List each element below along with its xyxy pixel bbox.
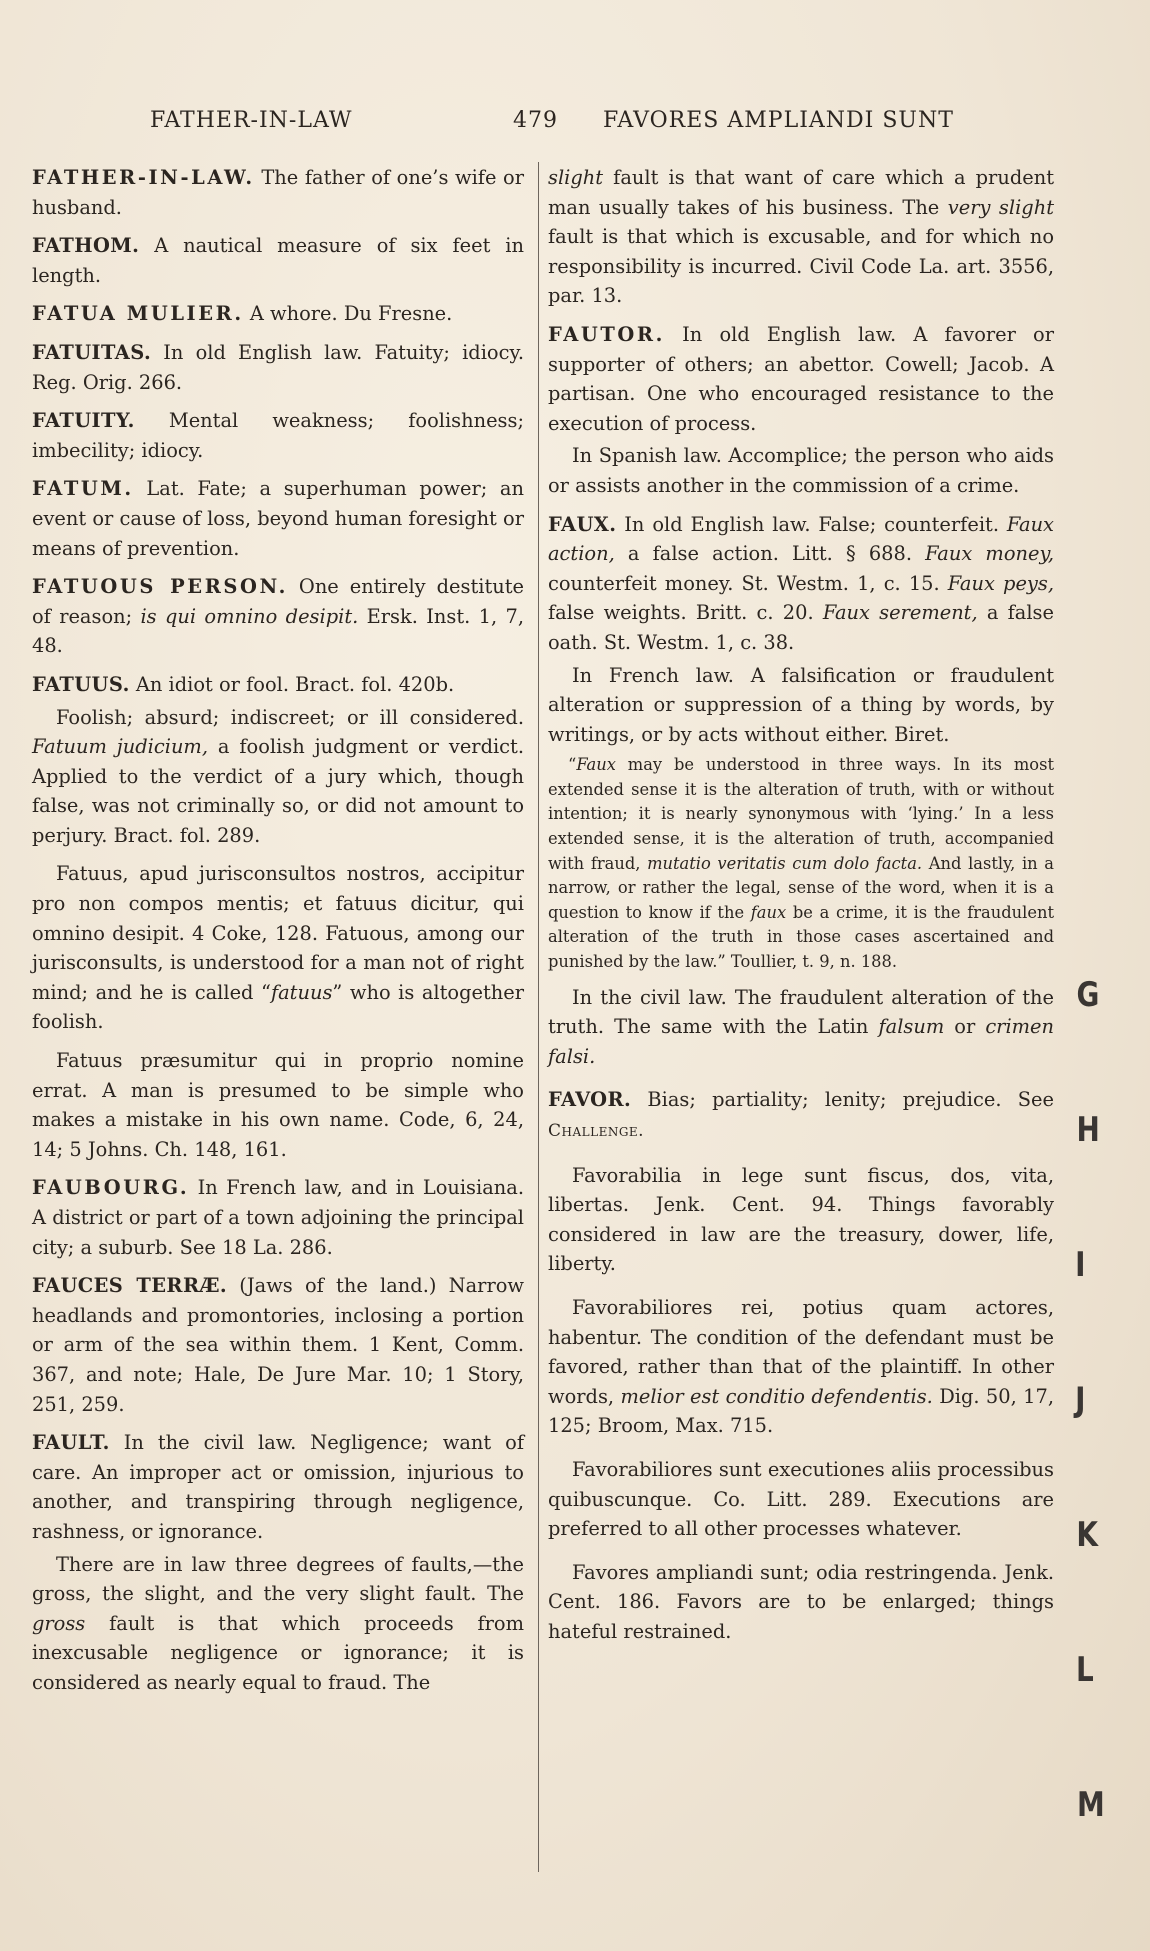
latin-phrase: Faux action, [548,512,1054,566]
definition: In old English law. A favorer or supporter of others; an abettor. Cowell; Jacob. A partisan. One who encouraged resistance to the execution of process. [548,322,1054,435]
definition: false weights. Britt. c. 20. [548,601,823,625]
entry-fautor [548,320,1054,438]
emphasis: faux [750,902,787,922]
headword: FATUM. [32,477,134,501]
left-column [32,163,524,1707]
entry-fatuity [32,406,524,465]
entry-faubourg [32,1173,524,1262]
latin-word: fatuus [270,980,333,1004]
definition: In French law, and in Louisiana. A district or part of a town adjoining the principal city; a suburb. See 18 La. 286. [32,1176,524,1259]
maxim-translation: The condition of the defendant must be favored, rather than that of the plaintiff. In other words, [548,1325,1054,1408]
header-right-guideword: FAVORES AMPLIANDI SUNT [603,108,954,133]
quote-text: may be understood in three ways. In its most extended sense it is the alteration of truth, with or without intention; it is nearly synonymous with ‘lying.’ In a less extended sense, it is the alteration of truth, accompanied with fraud, [548,755,1054,873]
headword: FATUOUS PERSON. [32,575,288,599]
maxim-translation: Jenk. Cent. 94. Things favorably considered in law are the treasury, dower, life, liberty. [548,1193,1054,1276]
maxim-text: Favorabiliores rei, potius quam actores, habentur. [548,1295,1054,1349]
definition: A whore. Du Fresne. [243,302,453,326]
entry-fault-degrees [32,1550,524,1698]
citation: Ersk. Inst. 1, 7, 48. [32,604,524,658]
definition: Lat. Fate; a superhuman power; an event or cause of loss, beyond human foresight or means of prevention. [32,477,524,560]
definition: In old English law. False; counterfeit. [616,512,1007,536]
maxim-favores [548,1558,1054,1647]
emphasis: slight [548,166,604,189]
headword: FAUX. [548,512,617,536]
header-left-guideword: FATHER-IN-LAW [150,108,353,133]
definition: Foolish; absurd; indiscreet; or ill considered. [56,705,524,729]
entry-faux [548,510,1054,658]
entry-father-in-law [32,163,524,222]
headword: FATUUS. [32,672,130,696]
maxim-favorabiliores-rei [548,1293,1054,1441]
entry-fatum [32,474,524,563]
headword: FATUITY. [32,409,135,433]
maxim-favorabilia [548,1161,1054,1279]
entry-fault-continued [548,163,1054,311]
maxim-fatuus-apud [32,859,524,1037]
thumb-index-j: J [1075,1380,1086,1420]
definition: Bias; partiality; lenity; prejudice. See [631,1088,1054,1112]
maxim-translation: Co. Litt. 289. Executions are preferred to all other processes whatever. [548,1487,1054,1541]
thumb-index-m: M [1077,1785,1105,1825]
definition: a foolish judgment or verdict. Applied to the verdict of a jury which, though false, was not criminally so, or did not amount to perjury. Bract. fol. 289. [32,735,524,847]
thumb-index-i: I [1075,1245,1086,1285]
headword: FATUITAS. [32,340,152,364]
latin-phrase: mutatio veritatis cum dolo facta. [647,853,923,873]
latin-word: falsum [878,1015,945,1039]
emphasis: Faux [576,755,616,775]
right-column [548,163,1054,1656]
latin-phrase: melior est conditio defendentis. [620,1384,933,1408]
latin-phrase: Faux money, [925,542,1054,566]
entry-fatuitas [32,338,524,397]
definition: a false oath. St. Westm. 1, c. 38. [548,601,1054,654]
thumb-index-l: L [1075,1650,1094,1690]
definition: a false action. Litt. § 688. [614,542,926,566]
page-number: 479 [513,108,558,133]
definition: A nautical measure of six feet in length. [32,234,524,287]
definition: One entirely destitute of reason; [32,575,524,628]
emphasis: very slight [947,195,1054,219]
entry-faux-civil [548,983,1054,1072]
citation: Dig. 50, 17, 125; Broom, Max. 715. [548,1384,1054,1438]
entry-fatuous-person [32,572,524,661]
maxim-text: Fatuus, apud jurisconsultos nostros, accipitur pro non compos mentis; et fatuus dicitur, qui omnino desipit. [32,862,524,945]
maxim-translation: A man is presumed to be simple who makes a mistake in his own name. Code, 6, 24, 14; 5 Johns. Ch. 148, 161. [32,1078,524,1161]
definition: In old English law. Fatuity; idiocy. Reg. Orig. 266. [32,340,524,394]
entry-fault [32,1428,524,1546]
latin-phrase: crimen falsi. [548,1015,1054,1068]
maxim-text: Favores ampliandi sunt; odia restringenda. [572,1560,998,1584]
headword: FAUBOURG. [32,1176,190,1200]
maxim-text: Fatuus præsumitur qui in proprio nomine errat. [32,1049,524,1102]
maxim-text: Favorabiliores sunt executiones aliis processibus quibuscunque. [548,1457,1054,1511]
thumb-index-h: H [1076,1110,1100,1150]
faux-quotation [548,753,1054,974]
maxim-translation: Jenk. Cent. 186. Favors are to be enlarged; things hateful restrained. [548,1560,1054,1643]
headword: FATHER-IN-LAW. [32,166,255,189]
definition: The father of one’s wife or husband. [32,166,524,219]
headword: FAUTOR. [548,322,665,346]
definition: fault is that want of care which a prudent man usually takes of his business. The [548,166,1054,219]
entry-fauces-terrae [32,1271,524,1419]
thumb-index-g: G [1076,975,1100,1015]
entry-fatuus-sense-2 [32,703,524,851]
entry-fautor-spanish: In Spanish law. Accomplice; the person who aids or assists another in the commission of a crime. [548,444,1054,497]
definition: (Jaws of the land.) Narrow headlands and promontories, inclosing a portion or arm of the sea within them. 1 Kent, Comm. 367, and note; Hale, De Jure Mar. 10; 1 Story, 251, 259. [32,1274,524,1416]
definition: counterfeit money. St. Westm. 1, c. 15. [548,571,948,595]
definition: fault is that which proceeds from inexcusable negligence or ignorance; it is considered as nearly equal to fraud. The [32,1611,524,1694]
definition: or [944,1015,986,1039]
maxim-translation: 4 Coke, 128. Fatuous, among our jurisconsults, is understood for a man not of right mind; and he is called “ [32,921,524,1004]
latin-phrase: Fatuum judicium, [32,735,208,759]
definition: In the civil law. The fraudulent alteration of the truth. The same with the Latin [548,985,1054,1039]
emphasis: gross [32,1611,86,1635]
headword: FATUA MULIER. [32,302,244,326]
entry-fathom [32,231,524,290]
maxim-fatuus-praesumitur [32,1046,524,1164]
quote-text: be a crime, it is the fraudulent alteration of the truth in those cases ascertained and punished by the law.” Toullier, t. 9, n. 188. [548,902,1054,972]
maxim-favorabiliores-sunt [548,1455,1054,1544]
definition: fault is that which is excusable, and for which no responsibility is incurred. Civil Code La. art. 3556, par. 13. [548,225,1054,308]
entry-fatua-mulier [32,299,524,329]
quote-text: “ [568,755,577,775]
latin-phrase: Faux serement, [822,601,978,625]
headword: FAUCES TERRÆ. [32,1274,228,1298]
thumb-index-k: K [1076,1515,1098,1555]
maxim-translation-end: ” who is altogether foolish. [32,980,524,1034]
entry-favor [548,1085,1054,1146]
entry-faux-french: In French law. A falsification or fraudulent alteration or suppression of a thing by words, by writings, or by acts without either. Biret. [548,663,1054,746]
entry-fatuus [32,670,524,700]
latin-phrase: Faux peys, [947,571,1054,595]
latin-phrase: is qui omnino desipit. [140,604,359,628]
cross-reference: Challenge. [548,1121,645,1141]
headword: FAVOR. [548,1088,632,1112]
definition: There are in law three degrees of faults,—the gross, the slight, and the very slight fault. The [32,1552,524,1606]
running-header [0,108,1150,144]
headword: FAULT. [32,1431,110,1455]
definition: In the civil law. Negligence; want of care. An improper act or omission, injurious to another, and transpiring through negligence, rashness, or ignorance. [32,1431,524,1543]
definition: Mental weakness; foolishness; imbecility; idiocy. [32,409,524,462]
column-divider [538,162,539,1872]
maxim-text: Favorabilia in lege sunt fiscus, dos, vita, libertas. [548,1163,1054,1217]
headword: FATHOM. [32,234,140,258]
quote-text: And lastly, in a narrow, or rather the legal, sense of the word, when it is a question to know if the [548,853,1054,922]
definition: An idiot or fool. Bract. fol. 420b. [129,672,455,696]
